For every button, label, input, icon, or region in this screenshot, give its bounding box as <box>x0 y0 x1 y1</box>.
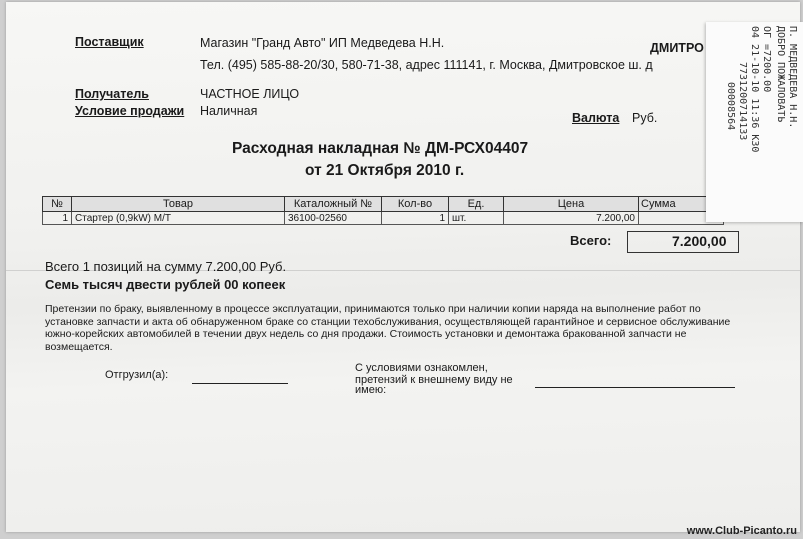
currency-value: Руб. <box>632 111 658 125</box>
shipped-label: Отгрузил(а): <box>105 369 169 381</box>
table-row <box>43 212 724 225</box>
col-catalog: Каталожный № <box>285 197 382 212</box>
agreed-line-2: претензий к внешнему виду не <box>355 374 513 386</box>
total-label: Всего: <box>570 233 612 248</box>
agreed-line-3: имею: <box>355 384 387 394</box>
total-value: 7.200,00 <box>672 233 727 249</box>
items-table <box>42 196 724 225</box>
summary-count: Всего 1 позиций на сумму 7.200,00 Руб. <box>45 259 287 274</box>
receipt-line: ДОБРО ПОЖАЛОВАТЬ <box>775 26 786 123</box>
sale-terms-value: Наличная <box>200 104 258 118</box>
recipient-value: ЧАСТНОЕ ЛИЦО <box>200 87 300 101</box>
col-qty: Кол-во <box>382 197 449 212</box>
watermark-text: www.Club-Picanto.ru <box>686 525 797 537</box>
receipt-line: ОГ =7200.00 <box>761 26 772 93</box>
col-item: Товар <box>72 197 285 212</box>
receipt-line: 04 21-10-10 11:36 К30 <box>749 26 760 153</box>
agreed-line-1: С условиями ознакомлен, <box>355 362 488 374</box>
sale-terms-label: Условие продажи <box>75 104 185 118</box>
invoice-date: от 21 Октября 2010 г. <box>305 162 465 179</box>
receipt-line: 00008564 <box>725 82 736 131</box>
row-catalog: 36100-02560 <box>285 212 382 225</box>
row-item: Стартер (0,9kW) M/T <box>72 212 285 225</box>
invoice-title: Расходная накладная № ДМ-РСХ04407 <box>232 140 529 157</box>
col-num: № <box>43 197 72 212</box>
agreed-signature-line <box>535 387 735 388</box>
row-unit: шт. <box>449 212 504 225</box>
row-num: 1 <box>43 212 72 225</box>
row-qty: 1 <box>382 212 449 225</box>
col-sum: Сумма <box>639 197 724 212</box>
terms-text: Претензии по браку, выявленному в процессе эксплуатации, принимаются только при наличии копии наряда на выполнение работ по установке запчасти и акта об обнаруженном браке со станции техобслуживания, осуществляющей гарантийное и сервисное обслуживание южно-корейских автомобилей в течении двух недель со дня продажи. Стоимость установки и демонтажа бракованной запчасти не возмещается. <box>45 303 731 353</box>
summary-words: Семь тысяч двести рублей 00 копеек <box>45 277 286 292</box>
supplier-phone: Тел. (495) 585-88-20/30, 580-71-38, адрес 111141, г. Москва, Дмитровское ш. д <box>200 58 653 72</box>
receipt-line: П. МЕДВЕДЕВА Н.Н. <box>787 26 798 129</box>
row-price: 7.200,00 <box>504 212 639 225</box>
supplier-name: Магазин "Гранд Авто" ИП Медведева Н.Н. <box>200 36 445 50</box>
col-unit: Ед. <box>449 197 504 212</box>
currency-label: Валюта <box>572 111 620 125</box>
cash-receipt <box>706 22 803 222</box>
supplier-label: Поставщик <box>75 35 144 49</box>
receipt-line: 7731200714133 <box>737 62 748 141</box>
shipped-signature-line <box>192 383 288 384</box>
recipient-label: Получатель <box>75 87 149 101</box>
supplier-right-fragment: ДМИТРО <box>650 41 704 55</box>
table-header-row <box>43 197 724 212</box>
col-price: Цена <box>504 197 639 212</box>
